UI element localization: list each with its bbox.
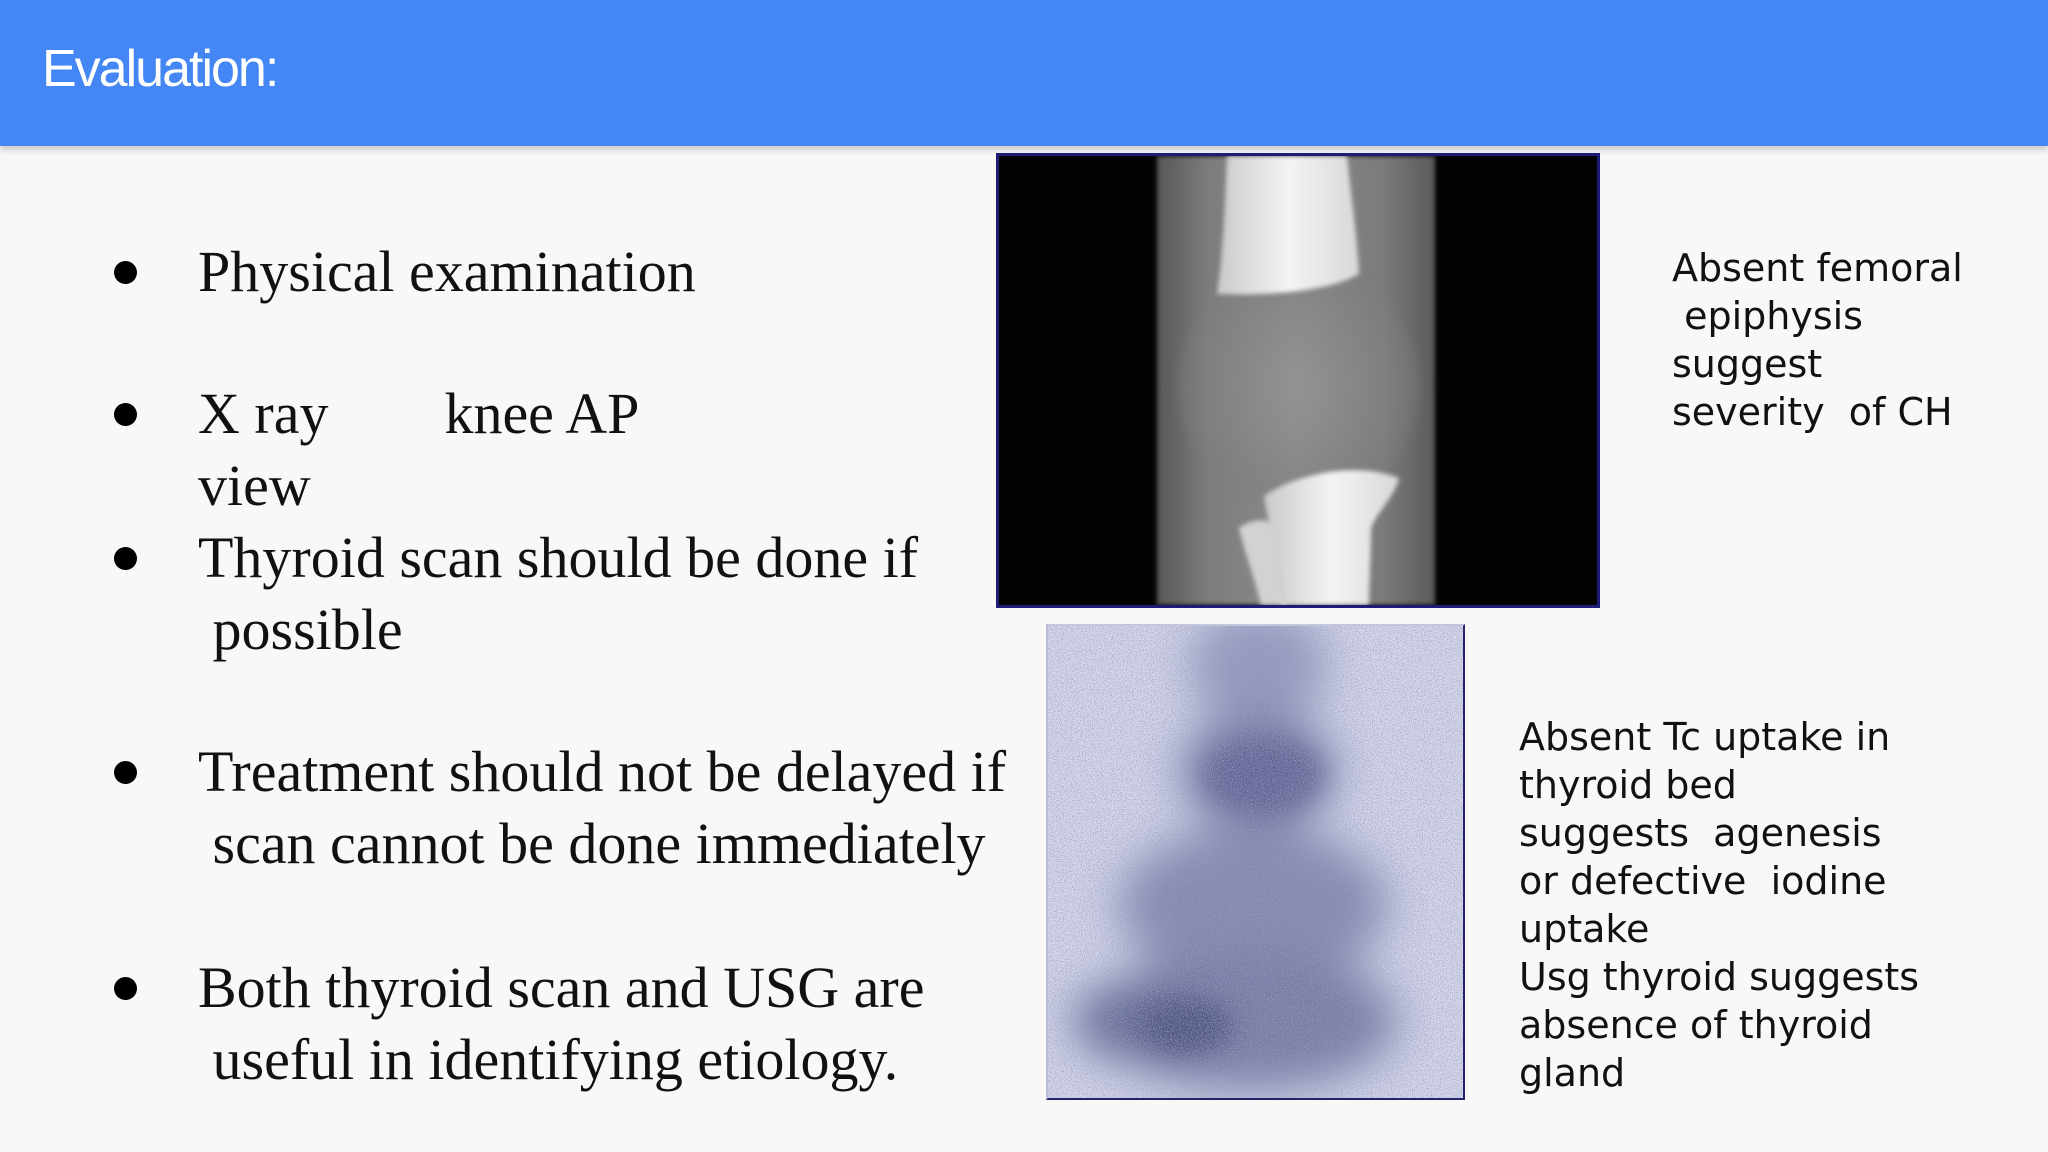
bullet-text-line: Physical examination [198, 239, 696, 304]
xray-caption [1672, 244, 1963, 436]
bullet-dot [114, 761, 137, 784]
bullet-text-line: useful in identifying etiology. [198, 1027, 899, 1092]
knee-xray-graphic [999, 156, 1597, 605]
bullet-text-line: view [198, 453, 311, 518]
thyroid-scan-graphic [1048, 626, 1463, 1098]
scan-caption-line: absence of thyroid [1519, 1003, 1873, 1047]
scan-caption-line: Usg thyroid suggests [1519, 955, 1920, 999]
bullet-dot [114, 403, 137, 426]
slide-title: Evaluation: [42, 40, 278, 98]
bullet-dot [114, 547, 137, 570]
thyroid-scan-image [1046, 624, 1465, 1100]
scan-caption-line: gland [1519, 1051, 1626, 1095]
bullet-text-line: Treatment should not be delayed if [198, 739, 1007, 804]
scan-caption-line: Absent Tc uptake in [1519, 715, 1891, 759]
xray-caption-line: severity of CH [1672, 390, 1953, 434]
knee-xray-image [996, 153, 1600, 608]
scan-caption-line: or defective iodine [1519, 859, 1887, 903]
bullet-text-line: Both thyroid scan and USG are [198, 955, 925, 1020]
bullet-text-line: X ray knee AP [198, 381, 640, 446]
bullet-dot [114, 977, 137, 1000]
scan-caption-line: uptake [1519, 907, 1650, 951]
bullet-dot [114, 261, 137, 284]
bullet-text-line: Thyroid scan should be done if [198, 525, 919, 590]
bullet-text-line: scan cannot be done immediately [198, 811, 986, 876]
scan-caption-line: thyroid bed [1519, 763, 1737, 807]
bullet-text-line: possible [198, 597, 403, 662]
xray-caption-line: epiphysis [1672, 294, 1863, 338]
scan-caption-line: suggests agenesis [1519, 811, 1882, 855]
xray-caption-line: suggest [1672, 342, 1823, 386]
xray-caption-line: Absent femoral [1672, 246, 1963, 290]
scan-caption [1519, 713, 1919, 1097]
